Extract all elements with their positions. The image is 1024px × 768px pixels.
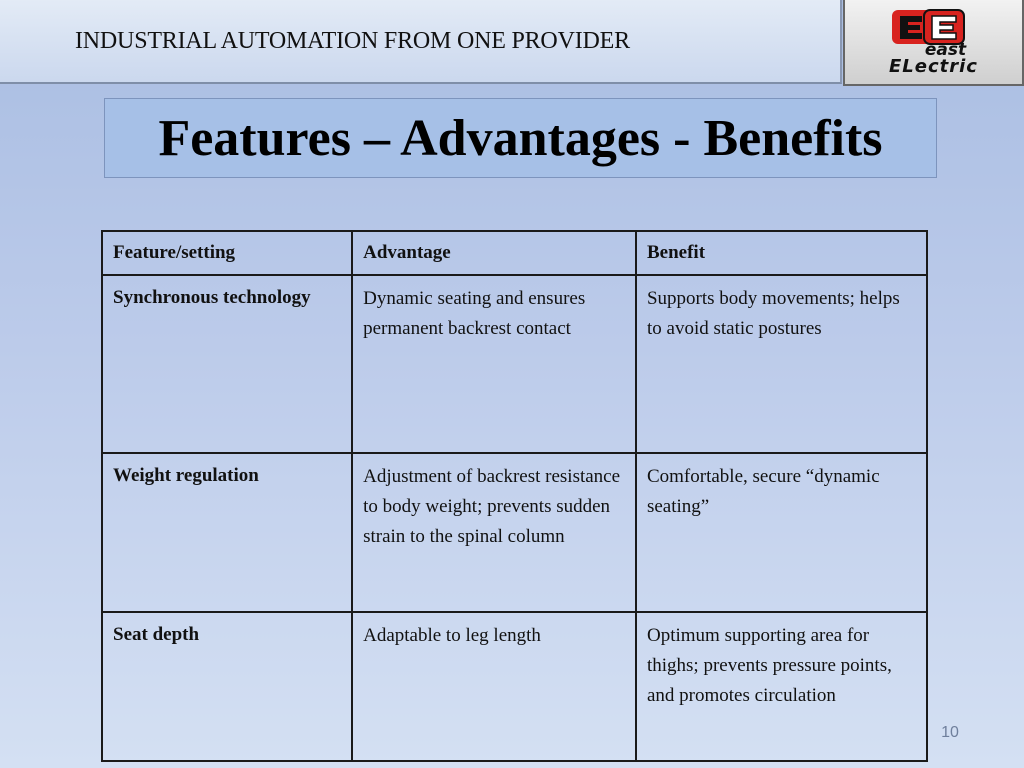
table-row xyxy=(102,612,927,761)
header-benefit: Benefit xyxy=(636,231,927,275)
table-header-row xyxy=(102,231,927,275)
cell-feature: Synchronous technology xyxy=(102,275,352,453)
company-logo xyxy=(843,0,1024,86)
logo-text-line2: ELectric xyxy=(889,56,978,77)
logo-text-line1: east xyxy=(924,40,967,60)
cell-advantage: Adaptable to leg length xyxy=(352,612,636,761)
header-feature: Feature/setting xyxy=(102,231,352,275)
table-row xyxy=(102,275,927,453)
cell-advantage: Adjustment of backrest resistance to body weight; prevents sudden strain to the spinal column xyxy=(352,453,636,612)
slide-title: Features – Advantages - Benefits xyxy=(158,110,883,167)
features-table xyxy=(101,230,928,762)
cell-benefit: Supports body movements; helps to avoid static postures xyxy=(636,275,927,453)
table-row xyxy=(102,453,927,612)
header-banner xyxy=(0,0,842,84)
cell-advantage: Dynamic seating and ensures permanent backrest contact xyxy=(352,275,636,453)
cell-feature: Weight regulation xyxy=(102,453,352,612)
slide-title-box xyxy=(104,98,937,178)
cell-benefit: Optimum supporting area for thighs; prevents pressure points, and promotes circulation xyxy=(636,612,927,761)
cell-benefit: Comfortable, secure “dynamic seating” xyxy=(636,453,927,612)
header-advantage: Advantage xyxy=(352,231,636,275)
banner-text: INDUSTRIAL AUTOMATION FROM ONE PROVIDER xyxy=(75,28,630,54)
cell-feature: Seat depth xyxy=(102,612,352,761)
page-number: 10 xyxy=(941,724,959,741)
